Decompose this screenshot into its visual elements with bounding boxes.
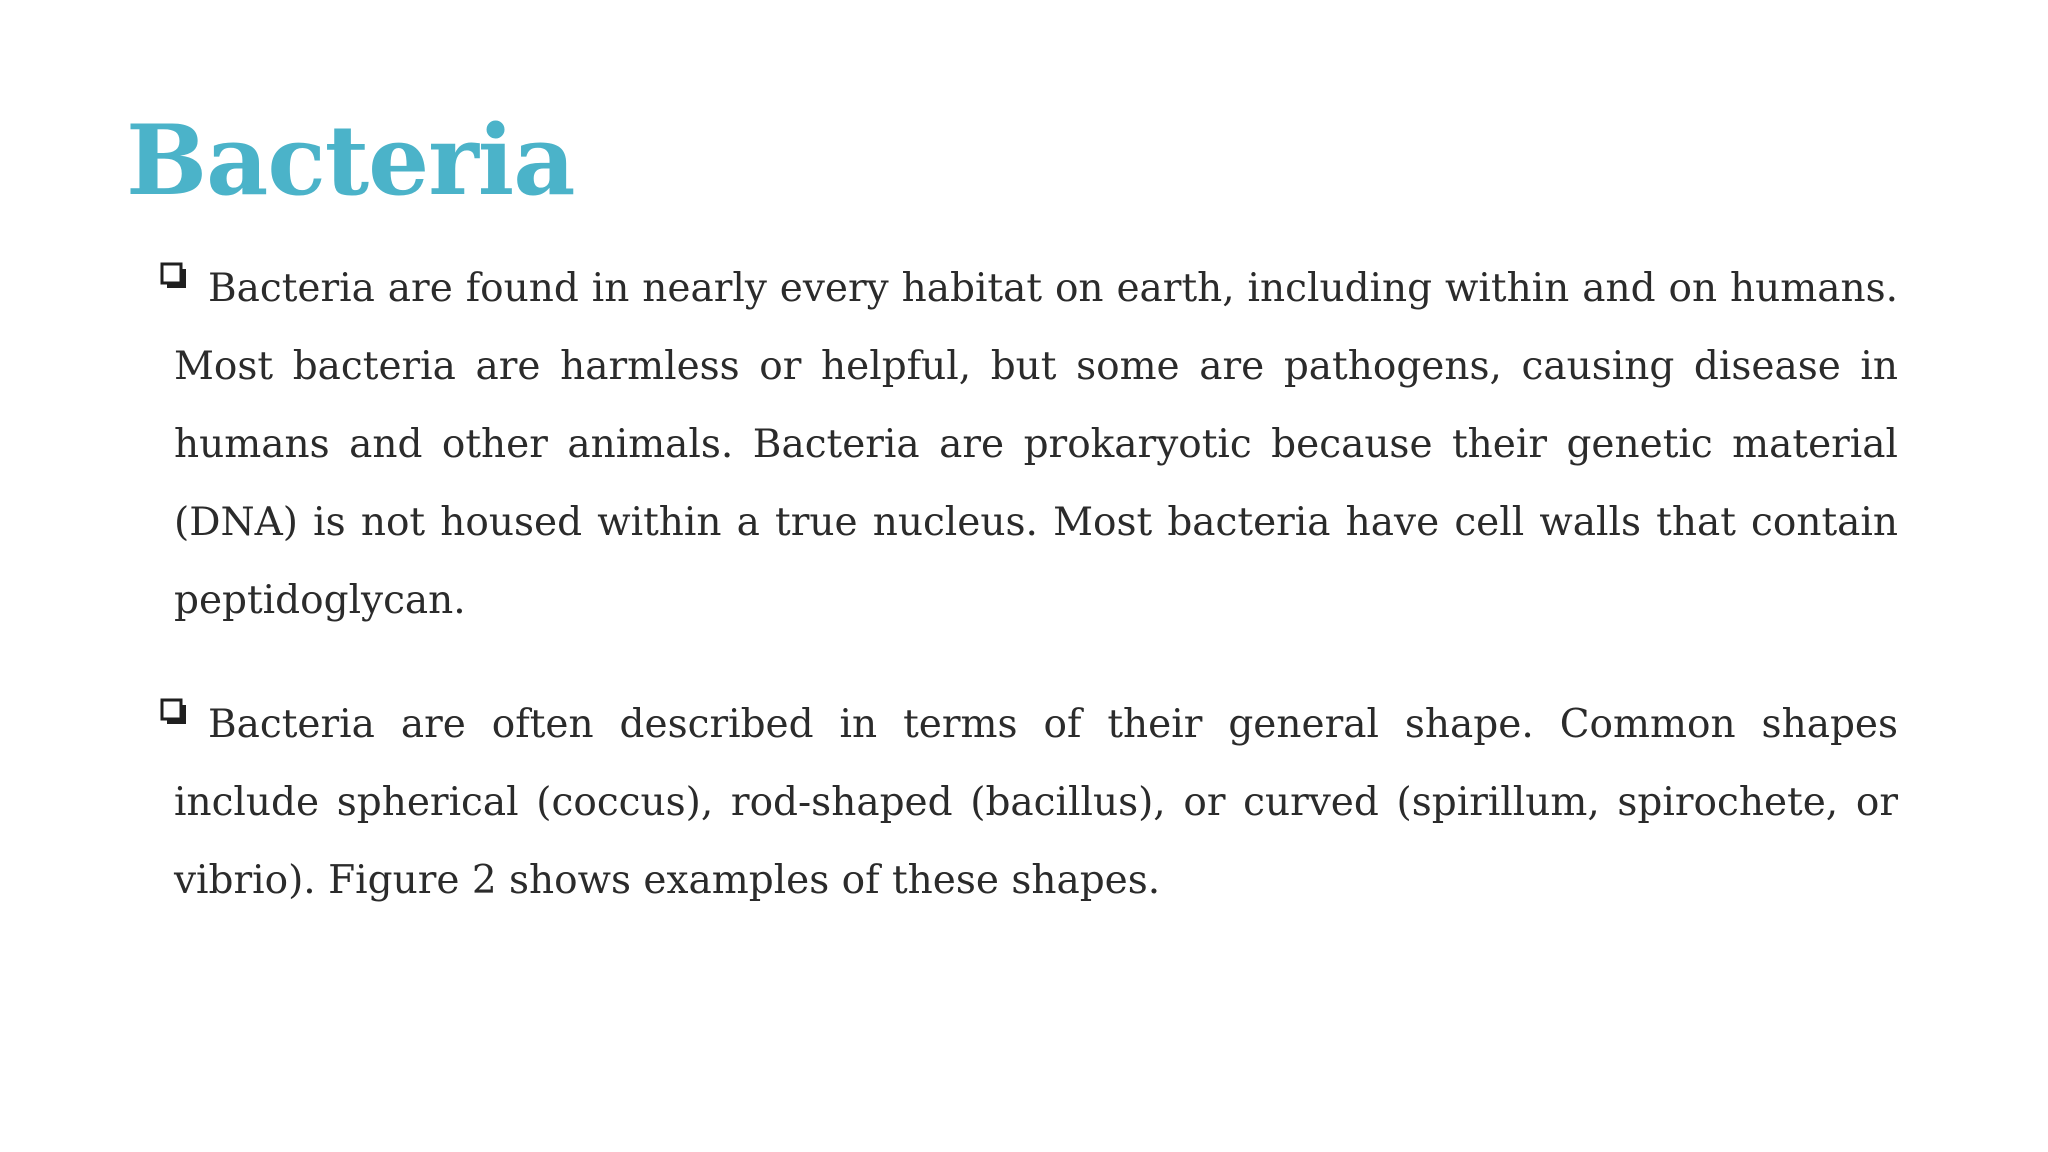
bullet-text: Bacteria are often described in terms of their general shape. Common shapes include spherical (coccus), rod-shaped (bacillus), or curved (spirillum, spirochete, or vibrio). Figure 2 shows examples of these shapes. xyxy=(174,702,1898,903)
bullet-text: Bacteria are found in nearly every habitat on earth, including within and on humans. Most bacteria are harmless or helpful, but some are pathogens, causing disease in humans and other animals. Bacteria are prokaryotic because their genetic material (DNA) is not housed within a true nucleus. Most bacteria have cell walls that contain peptidoglycan. xyxy=(174,266,1898,623)
bullet-list xyxy=(158,250,1898,966)
slide-title: Bacteria xyxy=(126,104,575,217)
checkbox-square-icon xyxy=(158,250,192,328)
bullet-item xyxy=(158,250,1898,640)
checkbox-square-icon xyxy=(158,686,192,764)
bullet-item xyxy=(158,686,1898,920)
